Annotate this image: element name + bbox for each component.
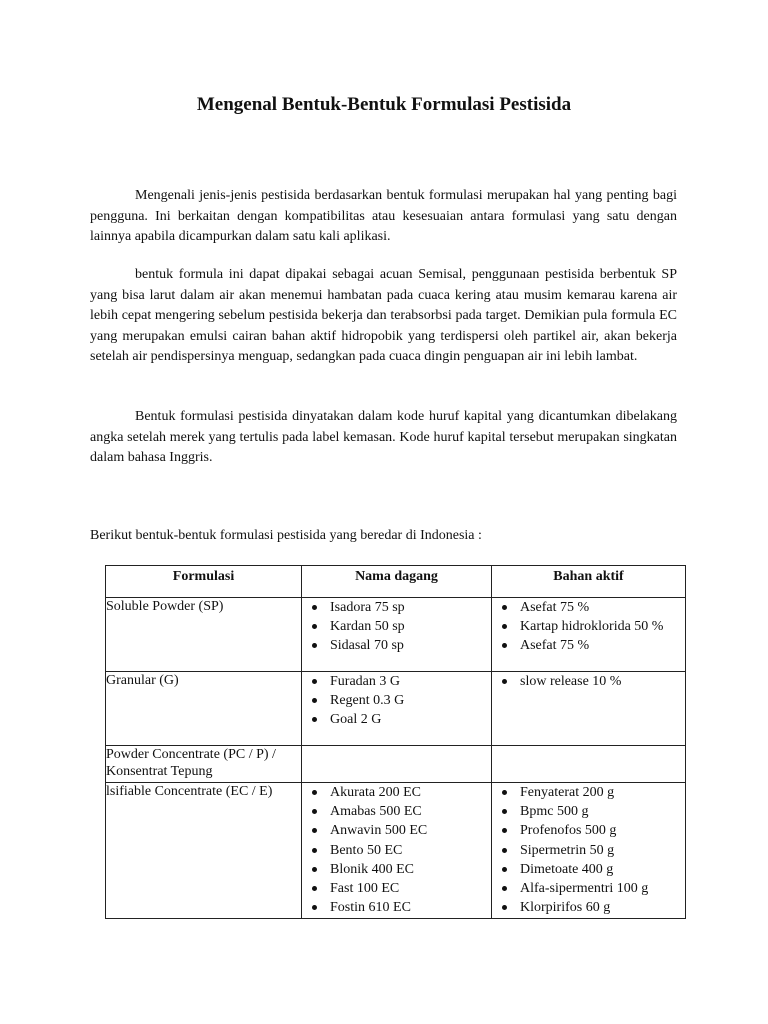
- formulation-cell: Granular (G): [106, 672, 302, 746]
- table-intro: Berikut bentuk-bentuk formulasi pestisida yang beredar di Indonesia :: [90, 528, 482, 543]
- list-item: Dimetoate 400 g: [502, 860, 685, 879]
- list-item: Fostin 610 EC: [312, 898, 491, 917]
- list-item: Fast 100 EC: [312, 879, 491, 898]
- trade-names-list: [302, 598, 491, 656]
- paragraph-intro: Mengenali jenis-jenis pestisida berdasarkan bentuk formulasi merupakan hal yang penting bagi pengguna. Ini berkaitan dengan kompatibilitas atau kesesuaian antara formulasi yang satu dengan lainnya apabila dicampurkan dalam satu kali aplikasi.: [90, 188, 677, 244]
- active-ingredients-list: [492, 598, 685, 656]
- list-item: Sidasal 70 sp: [312, 636, 491, 655]
- paragraph-usage: bentuk formula ini dapat dipakai sebagai acuan Semisal, penggunaan pestisida berbentuk SP yang bisa larut dalam air akan menemui hambatan pada cuaca kering atau musim kemarau karena air lebih cepat mengering sebelum pestisida bekerja dan terabsorbsi pada target. Demikian pula formula EC yang merupakan emulsi cairan bahan aktif hidropobik yang terdispersi oleh partikel air, akan bekerja setelah air pendispersinya menguap, sedangkan pada cuaca dingin penguapan air ini lebih lambat.: [90, 267, 677, 364]
- active-ingredients-cell: [492, 598, 686, 672]
- list-item: Klorpirifos 60 g: [502, 898, 685, 917]
- header-formulasi: Formulasi: [106, 566, 302, 598]
- list-item: Bpmc 500 g: [502, 802, 685, 821]
- formulation-cell: Powder Concentrate (PC / P) / Konsentrat Tepung: [106, 746, 302, 783]
- trade-names-cell: [302, 783, 492, 919]
- table-header-row: [106, 566, 686, 598]
- trade-names-list: [302, 672, 491, 730]
- trade-names-cell: [302, 746, 492, 783]
- active-ingredients-cell: [492, 672, 686, 746]
- active-ingredients-cell: [492, 783, 686, 919]
- list-item: Furadan 3 G: [312, 672, 491, 691]
- formulation-cell: Soluble Powder (SP): [106, 598, 302, 672]
- list-item: Asefat 75 %: [502, 598, 685, 617]
- header-bahan-aktif: Bahan aktif: [492, 566, 686, 598]
- formulation-table: [105, 565, 686, 919]
- table-row: [106, 746, 686, 783]
- document-title: Mengenal Bentuk-Bentuk Formulasi Pestisida: [196, 94, 572, 115]
- trade-names-list: [302, 783, 491, 917]
- table-row: [106, 783, 686, 919]
- list-item: slow release 10 %: [502, 672, 685, 691]
- trade-names-cell: [302, 598, 492, 672]
- list-item: Goal 2 G: [312, 710, 491, 729]
- list-item: Asefat 75 %: [502, 636, 685, 655]
- active-ingredients-list: [492, 672, 685, 691]
- list-item: Blonik 400 EC: [312, 860, 491, 879]
- table-row: [106, 598, 686, 672]
- list-item: Kartap hidroklorida 50 %: [502, 617, 685, 636]
- list-item: Akurata 200 EC: [312, 783, 491, 802]
- formulation-cell: lsifiable Concentrate (EC / E): [106, 783, 302, 919]
- list-item: Regent 0.3 G: [312, 691, 491, 710]
- list-item: Kardan 50 sp: [312, 617, 491, 636]
- active-ingredients-cell: [492, 746, 686, 783]
- table-row: [106, 672, 686, 746]
- list-item: Isadora 75 sp: [312, 598, 491, 617]
- list-item: Bento 50 EC: [312, 841, 491, 860]
- list-item: Sipermetrin 50 g: [502, 841, 685, 860]
- list-item: Alfa-sipermentri 100 g: [502, 879, 685, 898]
- list-item: Anwavin 500 EC: [312, 821, 491, 840]
- list-item: Fenyaterat 200 g: [502, 783, 685, 802]
- list-item: Profenofos 500 g: [502, 821, 685, 840]
- trade-names-cell: [302, 672, 492, 746]
- header-nama-dagang: Nama dagang: [302, 566, 492, 598]
- list-item: Amabas 500 EC: [312, 802, 491, 821]
- active-ingredients-list: [492, 783, 685, 917]
- paragraph-code: Bentuk formulasi pestisida dinyatakan dalam kode huruf kapital yang dicantumkan dibelakang angka setelah merek yang tertulis pada label kemasan. Kode huruf kapital tersebut merupakan singkatan dalam bahasa Inggris.: [90, 409, 677, 465]
